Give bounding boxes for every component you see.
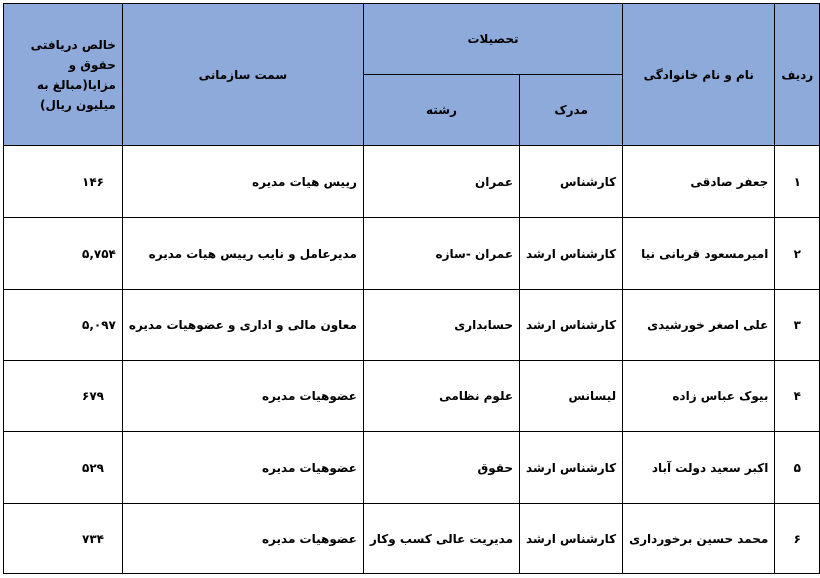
name-cell: امیرمسعود قربانی نیا <box>623 218 775 290</box>
net-pay-cell: ۶۷۹ <box>4 361 123 432</box>
header-net-pay: خالص دریافتی حقوق و مزایا(مبالغ به میلیون ریال) <box>4 4 123 146</box>
name-cell: بیوک عباس زاده <box>623 361 775 432</box>
degree-cell: کارشناس ارشد <box>520 218 623 290</box>
row-number-cell: ۱ <box>775 146 820 218</box>
board-compensation-table <box>3 3 820 574</box>
row-number-cell: ۶ <box>775 504 820 574</box>
field-cell: عمران <box>363 146 519 218</box>
row-number-cell: ۵ <box>775 432 820 504</box>
field-cell: حسابداری <box>363 290 519 361</box>
table-row <box>4 290 820 361</box>
table-row <box>4 432 820 504</box>
position-cell: عضوهیات مدیره <box>122 432 363 504</box>
header-education: تحصیلات <box>363 4 622 75</box>
degree-cell: کارشناس ارشد <box>520 432 623 504</box>
header-position: سمت سازمانی <box>122 4 363 146</box>
degree-cell: کارشناس ارشد <box>520 504 623 574</box>
position-cell: عضوهیات مدیره <box>122 504 363 574</box>
row-number-cell: ۲ <box>775 218 820 290</box>
header-full-name: نام و نام خانوادگی <box>623 4 775 146</box>
field-cell: عمران -سازه <box>363 218 519 290</box>
net-pay-cell: ۵۲۹ <box>4 432 123 504</box>
degree-cell: کارشناس <box>520 146 623 218</box>
net-pay-cell: ۱۴۶ <box>4 146 123 218</box>
row-number-cell: ۳ <box>775 290 820 361</box>
degree-cell: لیسانس <box>520 361 623 432</box>
header-field: رشته <box>363 75 519 146</box>
position-cell: رییس هیات مدیره <box>122 146 363 218</box>
name-cell: محمد حسین برخورداری <box>623 504 775 574</box>
header-row-number: ردیف <box>775 4 820 146</box>
field-cell: حقوق <box>363 432 519 504</box>
position-cell: مدیرعامل و نایب رییس هیات مدیره <box>122 218 363 290</box>
field-cell: علوم نظامی <box>363 361 519 432</box>
name-cell: اکبر سعید دولت آباد <box>623 432 775 504</box>
net-pay-cell: ۷۳۴ <box>4 504 123 574</box>
table-row <box>4 146 820 218</box>
table-row <box>4 218 820 290</box>
header-degree: مدرک <box>520 75 623 146</box>
table-row <box>4 361 820 432</box>
table-row <box>4 504 820 574</box>
name-cell: علی اصغر خورشیدی <box>623 290 775 361</box>
position-cell: معاون مالی و اداری و عضوهیات مدیره <box>122 290 363 361</box>
name-cell: جعفر صادقی <box>623 146 775 218</box>
net-pay-cell: ۵,۰۹۷ <box>4 290 123 361</box>
net-pay-cell: ۵,۷۵۴ <box>4 218 123 290</box>
position-cell: عضوهیات مدیره <box>122 361 363 432</box>
row-number-cell: ۴ <box>775 361 820 432</box>
field-cell: مدیریت عالی کسب وکار <box>363 504 519 574</box>
degree-cell: کارشناس ارشد <box>520 290 623 361</box>
